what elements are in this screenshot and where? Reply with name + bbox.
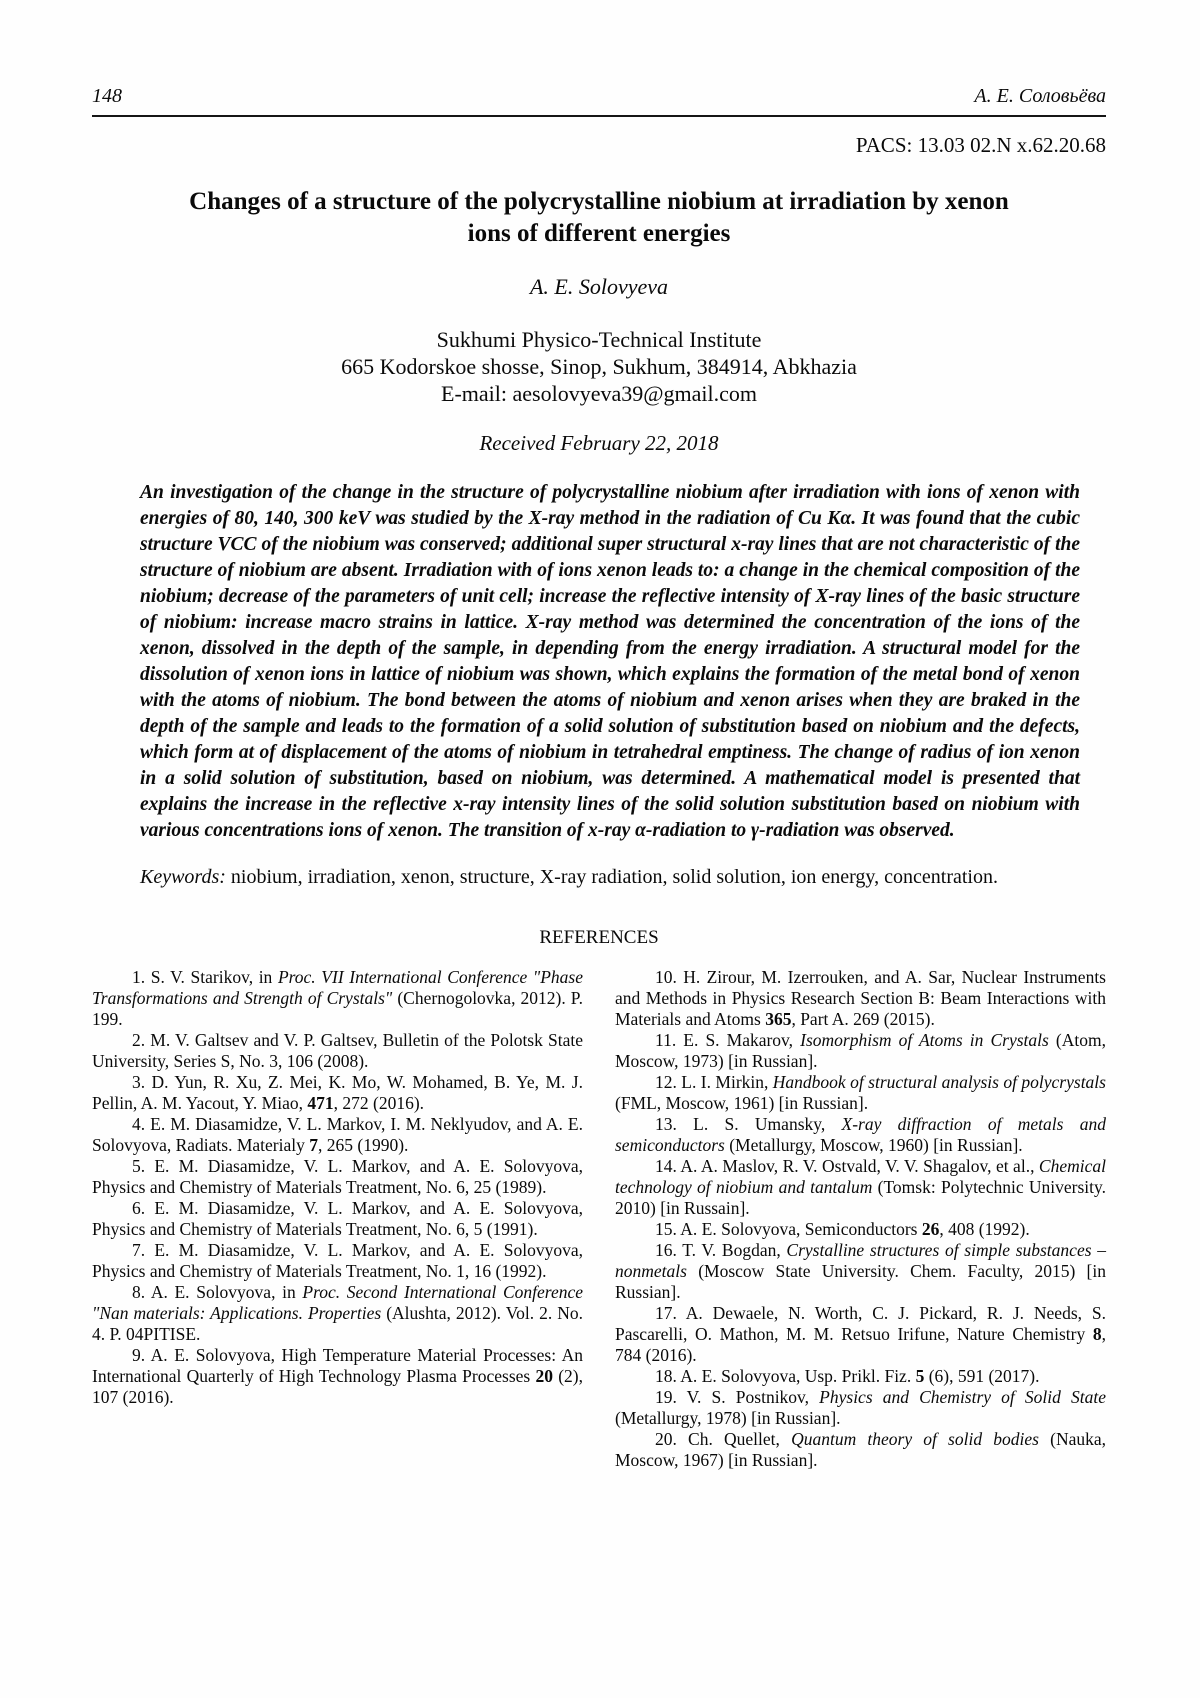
references-column-right	[615, 967, 1106, 1471]
keywords-paragraph	[140, 864, 1080, 890]
reference-item: 8. A. E. Solovyova, in Proc. Second International Conference "Nan materials: Applications. Properties (Alushta, 2012). Vol. 2. No. 4. P. 04PITISE.	[92, 1282, 583, 1344]
reference-item: 2. M. V. Galtsev and V. P. Galtsev, Bulletin of the Polotsk State University, Series S, No. 3, 106 (2008).	[92, 1030, 583, 1071]
affiliation-address: 665 Kodorskoe shosse, Sinop, Sukhum, 384914, Abkhazia	[341, 354, 857, 379]
keywords-label: Keywords:	[140, 866, 226, 888]
header-divider	[92, 115, 1106, 117]
reference-item: 20. Ch. Quellet, Quantum theory of solid bodies (Nauka, Moscow, 1967) [in Russian].	[615, 1429, 1106, 1470]
pacs-code: PACS: 13.03 02.N x.62.20.68	[855, 133, 1106, 157]
article-title: Changes of a structure of the polycrystalline niobium at irradiation by xenon ions of different energies	[189, 188, 1009, 247]
affiliation-email: E-mail: aesolovyeva39@gmail.com	[441, 381, 757, 406]
reference-item: 19. V. S. Postnikov, Physics and Chemistry of Solid State (Metallurgy, 1978) [in Russian].	[615, 1387, 1106, 1428]
references-heading: REFERENCES	[539, 927, 659, 948]
reference-item: 15. A. E. Solovyova, Semiconductors 26, 408 (1992).	[655, 1219, 1030, 1239]
reference-item: 7. E. M. Diasamidze, V. L. Markov, and A. E. Solovyova, Physics and Chemistry of Materials Treatment, No. 1, 16 (1992).	[92, 1240, 583, 1281]
reference-item: 16. T. V. Bogdan, Crystalline structures of simple substances – nonmetals (Moscow State University. Chem. Faculty, 2015) [in Russian].	[615, 1240, 1106, 1302]
reference-item: 17. A. Dewaele, N. Worth, C. J. Pickard, R. J. Needs, S. Pascarelli, O. Mathon, M. M. Retsuo Irifune, Nature Chemistry 8, 784 (2016).	[615, 1303, 1106, 1365]
reference-item: 4. E. M. Diasamidze, V. L. Markov, I. M. Neklyudov, and A. E. Solovyova, Radiats. Materialy 7, 265 (1990).	[92, 1114, 583, 1155]
reference-item: 13. L. S. Umansky, X-ray diffraction of metals and semiconductors (Metallurgy, Moscow, 1960) [in Russian].	[615, 1114, 1106, 1155]
reference-item: 12. L. I. Mirkin, Handbook of structural analysis of polycrystals (FML, Moscow, 1961) [in Russian].	[615, 1072, 1106, 1113]
reference-item: 5. E. M. Diasamidze, V. L. Markov, and A. E. Solovyova, Physics and Chemistry of Materials Treatment, No. 6, 25 (1989).	[92, 1156, 583, 1197]
article-author: A. E. Solovyeva	[529, 274, 669, 299]
references-section	[92, 967, 1106, 1471]
references-column-left	[92, 967, 583, 1471]
affiliation-block	[92, 326, 1106, 407]
running-header	[92, 84, 1106, 108]
reference-item: 10. H. Zirour, M. Izerrouken, and A. Sar, Nuclear Instruments and Methods in Physics Research Section B: Beam Interactions with Materials and Atoms 365, Part A. 269 (2015).	[615, 967, 1106, 1029]
abstract-text: An investigation of the change in the structure of polycrystalline niobium after irradiation with ions of xenon with energies of 80, 140, 300 keV was studied by the X-ray method in the radiation of Cu Kα. It was found that the cubic structure VCC of the niobium was conserved; additional super structural x-ray lines that are not characteristic of the structure of niobium are absent. Irradiation with of ions xenon leads to: a change in the chemical composition of the niobium; decrease of the parameters of unit cell; increase the reflective intensity of X-ray lines of the basic structure of niobium: increase macro strains in lattice. X-ray method was determined the concentration of the ions of the xenon, dissolved in the depth of the sample, in depending from the energy irradiation. A structural model for the dissolution of xenon ions in lattice of niobium was shown, which explains the formation of the metal bond of xenon with the atoms of niobium. The bond between the atoms of niobium and xenon arises when they are braked in the depth of the sample and leads to the formation of a solid solution of substitution based on niobium and the defects, which form at of displacement of the atoms of niobium in tetrahedral emptiness. The change of radius of ion xenon in a solid solution of substitution, based on niobium, was determined. A mathematical model is presented that explains the increase in the reflective x-ray intensity lines of the solid solution substitution based on niobium with various concentrations ions of xenon. The transition of x-ray α-radiation to γ-radiation was observed.	[140, 482, 1080, 841]
running-head-author: А. Е. Соловьёва	[974, 85, 1106, 107]
reference-item: 11. E. S. Makarov, Isomorphism of Atoms in Crystals (Atom, Moscow, 1973) [in Russian].	[615, 1030, 1106, 1071]
reference-item: 6. E. M. Diasamidze, V. L. Markov, and A. E. Solovyova, Physics and Chemistry of Materials Treatment, No. 6, 5 (1991).	[92, 1198, 583, 1239]
keywords-text: niobium, irradiation, xenon, structure, X-ray radiation, solid solution, ion energy, concentration.	[225, 866, 998, 888]
affiliation-institute: Sukhumi Physico-Technical Institute	[436, 327, 762, 352]
reference-item: 3. D. Yun, R. Xu, Z. Mei, K. Mo, W. Mohamed, B. Ye, M. J. Pellin, A. M. Yacout, Y. Miao, 471, 272 (2016).	[92, 1072, 583, 1113]
reference-item: 1. S. V. Starikov, in Proc. VII International Conference "Phase Transformations and Strength of Crystals" (Chernogolovka, 2012). P. 199.	[92, 967, 583, 1029]
received-date: Received February 22, 2018	[479, 431, 719, 455]
reference-item: 18. A. E. Solovyova, Usp. Prikl. Fiz. 5 (6), 591 (2017).	[655, 1366, 1040, 1386]
reference-item: 14. A. A. Maslov, R. V. Ostvald, V. V. Shagalov, et al., Chemical technology of niobium and tantalum (Tomsk: Polytechnic University. 2010) [in Russain].	[615, 1156, 1106, 1218]
reference-item: 9. A. E. Solovyova, High Temperature Material Processes: An International Quarterly of High Technology Plasma Processes 20 (2), 107 (2016).	[92, 1345, 584, 1407]
page-number: 148	[92, 85, 122, 107]
